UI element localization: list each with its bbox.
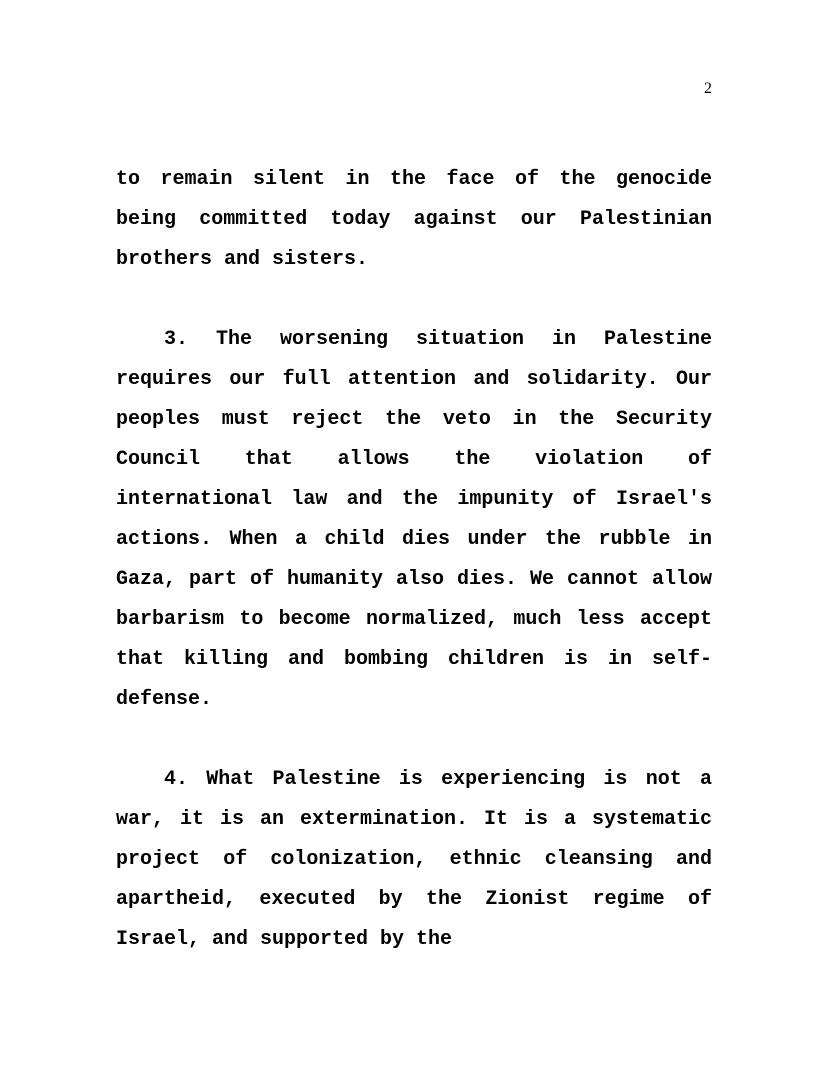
document-body <box>116 160 712 960</box>
paragraph-4: 4. What Palestine is experiencing is not a war, it is an extermination. It is a systematic project of colonization, ethnic cleansing and apartheid, executed by the Zionist regime of Israel, and supported by the <box>116 768 712 951</box>
paragraph-continuation: to remain silent in the face of the genocide being committed today against our Palestinian brothers and sisters. <box>116 168 712 271</box>
paragraph-3: 3. The worsening situation in Palestine requires our full attention and solidarity. Our peoples must reject the veto in the Security Council that allows the violation of international law and the impunity of Israel's actions. When a child dies under the rubble in Gaza, part of humanity also dies. We cannot allow barbarism to become normalized, much less accept that killing and bombing children is in self-defense. <box>116 328 712 711</box>
page-number: 2 <box>704 80 712 97</box>
